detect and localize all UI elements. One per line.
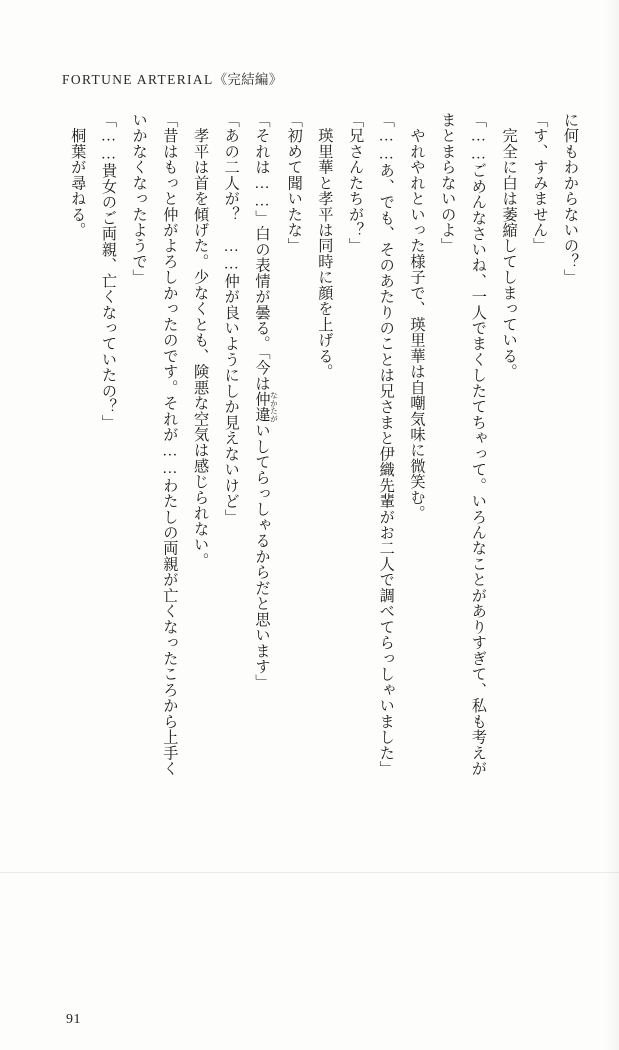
text-line: 「……あ、でも、そのあたりのことは兄さまと伊織先輩がお二人で調べてらっしゃいました」 [377,112,395,777]
text-line: 桐葉が尋ねる。 [69,112,87,238]
page-edge-shadow [605,0,619,1050]
text-line: 「……ごめんなさいね、一人でまくしたてちゃって。いろんなことがありすぎて、私も考えが [469,112,487,777]
scan-crease [0,872,619,873]
text-line: 「……貴女のご両親、亡くなっていたの？」 [99,112,117,431]
text-line: 「兄さんたちが？」 [347,112,365,254]
text-line: いかなくなったようで」 [130,112,148,286]
text-line: 「す、すみません」 [531,112,549,254]
text-line: 「あの二人が？ ……仲が良いようにしか見えないけど」 [222,112,240,525]
text-line: まとまらないのよ」 [439,112,457,254]
text-line: に何もわからないの？」 [562,112,579,286]
text-line: 「昔はもっと仲がよろしかったのです。それが……わたしの両親が亡くなったころから上手く [161,112,179,777]
text-line: やれやれといった様子で、瑛里華は自嘲気味に微笑む。 [408,112,426,522]
text-line: 「初めて聞いたな」 [285,112,303,254]
text-line: 「それは……」白の表情が曇る。「今は仲違 なかたがいしてらっしゃるからだと思います」 [253,112,279,691]
ruby-annotation: 仲違 なかたが [253,391,279,423]
text-line-with-ruby [246,112,278,972]
running-header-cjk-title: 《完結編》 [213,72,283,87]
text-line: 瑛里華と孝平は同時に顔を上げる。 [316,112,334,380]
page-number: 91 [66,1012,82,1027]
page-body-text [40,112,585,972]
running-header-latin-title: FORTUNE ARTERIAL [62,72,214,87]
text-line: 完全に白は萎縮してしまっている。 [500,112,518,380]
running-header [62,68,282,88]
ruby-reading: なかたが [269,391,279,423]
text-line: 孝平は首を傾げた。少なくとも、険悪な空気は感じられない。 [192,112,210,569]
